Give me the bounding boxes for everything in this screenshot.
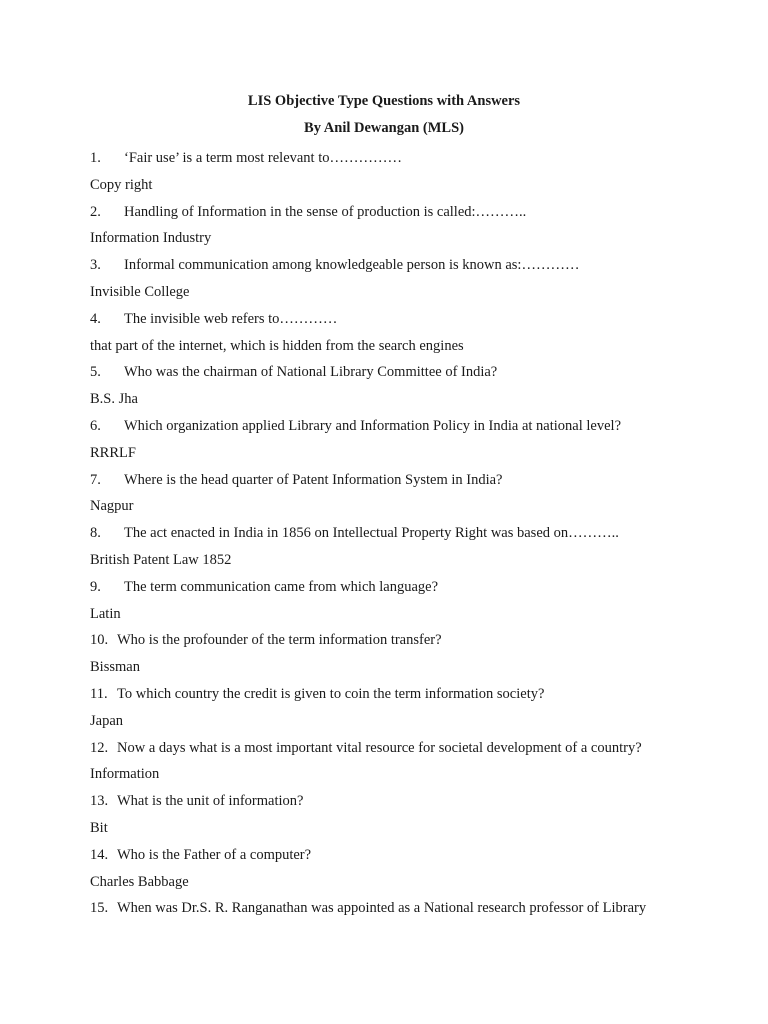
question-item bbox=[90, 681, 730, 708]
question-number: 2. bbox=[90, 203, 101, 220]
question-answer-list bbox=[90, 145, 730, 922]
question-item bbox=[90, 627, 730, 654]
document-author: By Anil Dewangan (MLS) bbox=[304, 120, 464, 136]
question-number: 7. bbox=[90, 471, 101, 488]
answer-text: Information bbox=[90, 766, 160, 783]
question-number: 12. bbox=[90, 739, 109, 756]
document-title: LIS Objective Type Questions with Answers bbox=[247, 93, 521, 109]
question-text: Handling of Information in the sense of production is called:……….. bbox=[124, 203, 527, 220]
question-text: Where is the head quarter of Patent Information System in India? bbox=[124, 471, 503, 488]
question-text: What is the unit of information? bbox=[117, 793, 304, 810]
answer-text: Bit bbox=[90, 819, 108, 836]
question-number: 8. bbox=[90, 525, 101, 542]
question-item bbox=[90, 895, 730, 922]
question-item bbox=[90, 252, 730, 279]
question-text: The act enacted in India in 1856 on Intellectual Property Right was based on……….. bbox=[124, 525, 619, 542]
question-text: When was Dr.S. R. Ranganathan was appointed as a National research professor of Library bbox=[117, 900, 647, 917]
question-number: 3. bbox=[90, 257, 101, 274]
question-number: 5. bbox=[90, 364, 101, 381]
answer-text: Nagpur bbox=[90, 498, 134, 515]
question-text: The invisible web refers to………… bbox=[124, 310, 338, 327]
answer-text: Bissman bbox=[90, 659, 140, 676]
question-number: 9. bbox=[90, 578, 101, 595]
question-text: To which country the credit is given to coin the term information society? bbox=[117, 685, 545, 702]
question-item bbox=[90, 574, 730, 601]
answer-text: Charles Babbage bbox=[90, 873, 189, 890]
question-item bbox=[90, 359, 730, 386]
question-item bbox=[90, 413, 730, 440]
question-text: Who is the profounder of the term information transfer? bbox=[117, 632, 442, 649]
answer-text: Latin bbox=[90, 605, 121, 622]
question-number: 14. bbox=[90, 846, 109, 863]
question-item bbox=[90, 306, 730, 333]
answer-text: Information Industry bbox=[90, 230, 212, 247]
question-text: Informal communication among knowledgeable person is known as:………… bbox=[124, 257, 580, 274]
question-number: 10. bbox=[90, 632, 109, 649]
answer-text: Invisible College bbox=[90, 283, 190, 300]
question-text: The term communication came from which language? bbox=[124, 578, 439, 595]
question-text: Which organization applied Library and Information Policy in India at national level? bbox=[124, 417, 622, 434]
question-text: Now a days what is a most important vital resource for societal development of a country? bbox=[117, 739, 642, 756]
question-number: 4. bbox=[90, 310, 101, 327]
question-number: 1. bbox=[90, 150, 101, 166]
answer-text: that part of the internet, which is hidden from the search engines bbox=[90, 337, 464, 354]
question-text: Who was the chairman of National Library Committee of India? bbox=[124, 364, 498, 381]
answer-text: RRRLF bbox=[90, 444, 136, 461]
answer-text: Japan bbox=[90, 712, 124, 729]
answer-text: British Patent Law 1852 bbox=[90, 551, 232, 568]
question-number: 15. bbox=[90, 900, 109, 917]
question-item bbox=[90, 199, 730, 226]
question-item bbox=[90, 520, 730, 547]
question-text: Who is the Father of a computer? bbox=[117, 846, 312, 863]
question-item bbox=[90, 145, 730, 172]
question-number: 11. bbox=[90, 685, 108, 702]
question-text: ‘Fair use’ is a term most relevant to…………… bbox=[124, 150, 402, 166]
question-item bbox=[90, 735, 730, 762]
answer-text: B.S. Jha bbox=[90, 391, 138, 408]
answer-text: Copy right bbox=[90, 176, 153, 193]
question-item bbox=[90, 788, 730, 815]
question-number: 13. bbox=[90, 793, 109, 810]
question-item bbox=[90, 467, 730, 494]
question-number: 6. bbox=[90, 417, 101, 434]
question-item bbox=[90, 842, 730, 869]
